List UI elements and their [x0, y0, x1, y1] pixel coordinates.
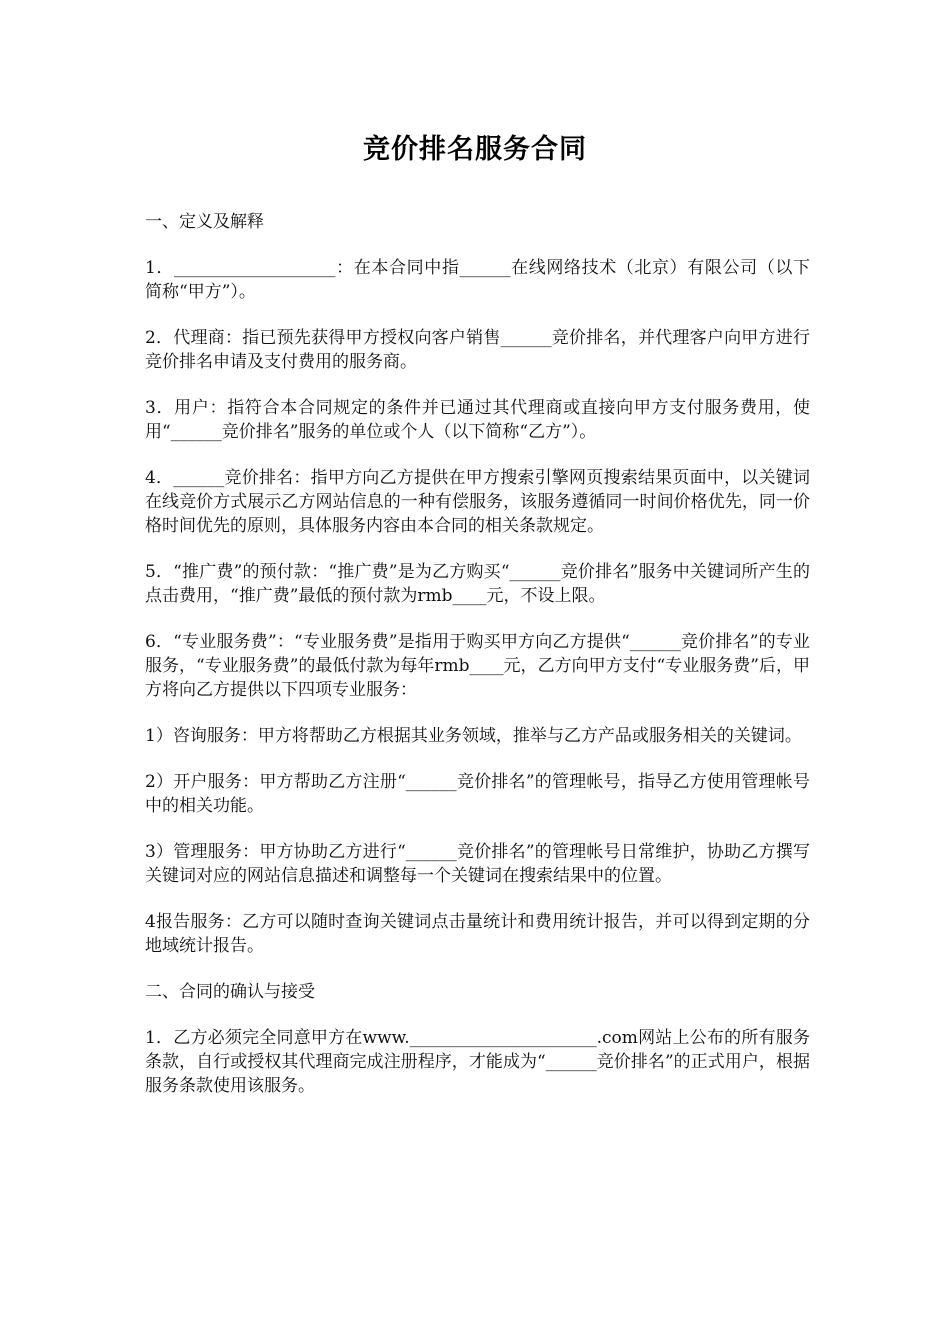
section-heading: 二、合同的确认与接受	[145, 982, 315, 1002]
paragraph: 3）管理服务：甲方协助乙方进行“______竞价排名”的管理帐号日常维护，协助乙方撰写关键词对应的网站信息描述和调整每一个关键词在搜索结果中的位置。	[145, 842, 810, 886]
paragraph: 3．用户：指符合本合同规定的条件并已通过其代理商或直接向甲方支付服务费用，使用“______竞价排名”服务的单位或个人（以下简称“乙方”）。	[145, 398, 810, 442]
paragraph: 2．代理商：指已预先获得甲方授权向客户销售______竞价排名，并代理客户向甲方进行竞价排名申请及支付费用的服务商。	[145, 328, 810, 372]
section-heading: 一、定义及解释	[145, 212, 264, 232]
paragraph: 1．___________________：在本合同中指______在线网络技术（北京）有限公司（以下简称“甲方”）。	[145, 258, 810, 302]
document-body	[145, 210, 810, 1120]
paragraph: 2）开户服务：甲方帮助乙方注册“______竞价排名”的管理帐号，指导乙方使用管理帐号中的相关功能。	[145, 772, 810, 816]
paragraph: 5．“推广费”的预付款：“推广费”是为乙方购买“______竞价排名”服务中关键词所产生的点击费用，“推广费”最低的预付款为rmb____元，不设上限。	[145, 562, 810, 606]
paragraph: 6．“专业服务费”：“专业服务费”是指用于购买甲方向乙方提供“______竞价排名”的专业服务，“专业服务费”的最低付款为每年rmb____元，乙方向甲方支付“专业服务费”后，甲方将向乙方提供以下四项专业服务：	[145, 632, 810, 700]
paragraph: 1）咨询服务：甲方将帮助乙方根据其业务领域，推举与乙方产品或服务相关的关键词。	[145, 726, 802, 746]
paragraph: 4报告服务：乙方可以随时查询关键词点击量统计和费用统计报告，并可以得到定期的分地域统计报告。	[145, 912, 810, 956]
paragraph: 4．______竞价排名：指甲方向乙方提供在甲方搜索引擎网页搜索结果页面中，以关键词在线竞价方式展示乙方网站信息的一种有偿服务，该服务遵循同一时间价格优先，同一价格时间优先的原则，具体服务内容由本合同的相关条款规定。	[145, 468, 810, 536]
document-title: 竞价排名服务合同	[363, 134, 587, 165]
paragraph: 1．乙方必须完全同意甲方在www.______________________.com网站上公布的所有服务条款，自行或授权其代理商完成注册程序，才能成为“______竞价排名”的正式用户，根据服务条款使用该服务。	[145, 1028, 810, 1096]
